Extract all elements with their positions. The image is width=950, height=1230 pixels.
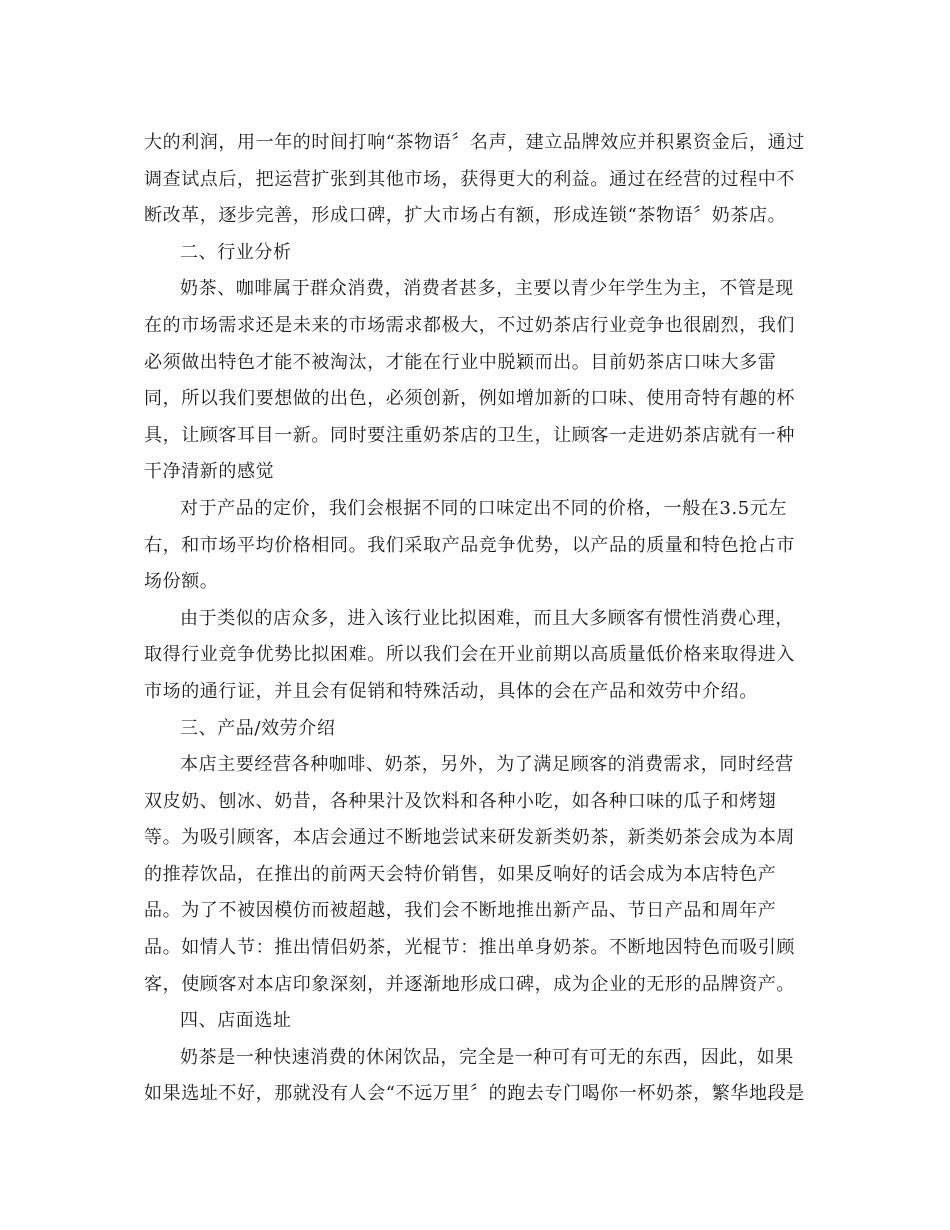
text-line: 右，和市场平均价格相同。我们采取产品竞争优势，以产品的质量和特色抢占市	[144, 534, 795, 556]
text-line: 干净清新的感觉	[144, 461, 275, 483]
text-line: 断改革，逐步完善，形成口碑，扩大市场占有额，形成连锁“茶物语〞奶茶店。	[144, 205, 787, 227]
text-line: 由于类似的店众多，进入该行业比拟困难，而且大多顾客有惯性消费心理，	[180, 607, 794, 629]
text-line: 奶茶、咖啡属于群众消费，消费者甚多，主要以青少年学生为主，不管是现	[180, 278, 794, 300]
text-line: 同，所以我们要想做的出色，必须创新，例如增加新的口味、使用奇特有趣的杯	[144, 388, 795, 410]
text-line: 如果选址不好，那就没有人会“不远万里〞的跑去专门喝你一杯奶茶，繁华地段是	[144, 1083, 805, 1105]
text-line: 的推荐饮品，在推出的前两天会特价销售，如果反响好的话会成为本店特色产	[144, 863, 777, 885]
text-line: 必须做出特色才能不被淘汰，才能在行业中脱颖而出。目前奶茶店口味大多雷	[144, 351, 777, 373]
text-line: 在的市场需求还是未来的市场需求都极大，不过奶茶店行业竞争也很剧烈，我们	[144, 314, 795, 336]
text-line: 品。为了不被因模仿而被超越，我们会不断地推出新产品、节日产品和周年产	[144, 900, 777, 922]
text-line: 调查试点后，把运营扩张到其他市场，获得更大的利益。通过在经营的过程中不	[144, 168, 795, 190]
text-line: 大的利润，用一年的时间打响“茶物语〞名声，建立品牌效应并积累资金后，通过	[144, 132, 805, 153]
document-body	[144, 125, 812, 1113]
text-line: 场份额。	[144, 571, 219, 593]
text-line: 品。如情人节：推出情侣奶茶，光棍节：推出单身奶茶。不断地因特色而吸引顾	[144, 937, 795, 959]
text-line: 具，让顾客耳目一新。同时要注重奶茶店的卫生，让顾客一走进奶茶店就有一种	[144, 424, 795, 446]
text-line: 奶茶是一种快速消费的休闲饮品，完全是一种可有可无的东西，因此，如果	[180, 1046, 794, 1068]
section-heading: 三、产品/效劳介绍	[180, 717, 336, 739]
text-line: 双皮奶、刨冰、奶昔，各种果汁及饮料和各种小吃，如各种口味的瓜子和烤翅	[144, 790, 777, 812]
text-line: 市场的通行证，并且会有促销和特殊活动，具体的会在产品和效劳中介绍。	[144, 680, 758, 702]
text-line: 对于产品的定价，我们会根据不同的口味定出不同的价格，一般在3.5元左	[180, 497, 788, 519]
section-heading: 二、行业分析	[180, 241, 292, 263]
text-line: 客，使顾客对本店印象深刻，并逐渐地形成口碑，成为企业的无形的品牌资产。	[144, 973, 795, 995]
text-line: 等。为吸引顾客，本店会通过不断地尝试来研发新类奶茶，新类奶茶会成为本周	[144, 827, 795, 849]
section-heading: 四、店面选址	[180, 1010, 292, 1032]
text-line: 取得行业竞争优势比拟困难。所以我们会在开业前期以高质量低价格来取得进入	[144, 644, 795, 666]
text-line: 本店主要经营各种咖啡、奶茶，另外，为了满足顾客的消费需求，同时经营	[180, 754, 794, 776]
